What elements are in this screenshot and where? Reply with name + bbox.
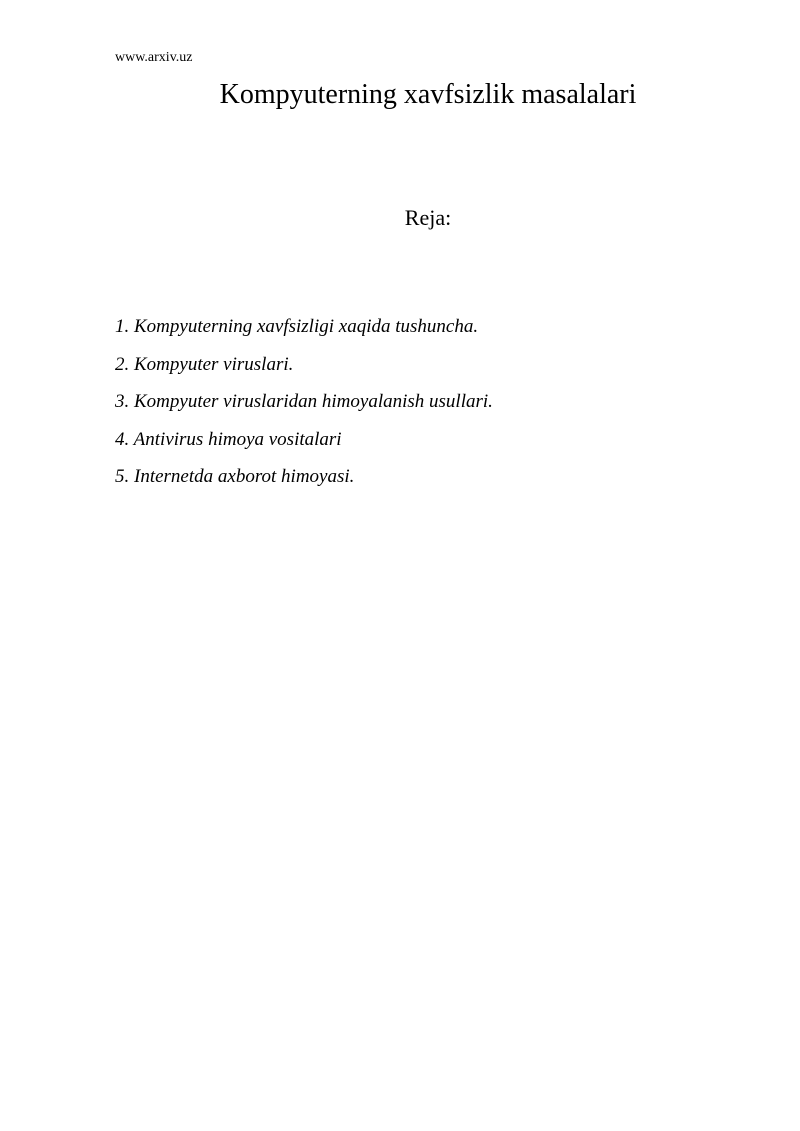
plan-item: 5. Internetda axborot himoyasi. (115, 466, 355, 487)
document-title: Kompyuterning xavfsizlik masalalari (219, 79, 637, 110)
plan-item: 1. Kompyuterning xavfsizligi xaqida tushuncha. (115, 316, 479, 337)
plan-heading: Reja: (404, 205, 452, 230)
plan-list (115, 314, 735, 502)
plan-item: 3. Kompyuter viruslaridan himoyalanish usullari. (115, 391, 493, 412)
plan-item: 4. Antivirus himoya vositalari (115, 428, 342, 450)
header-url: www.arxiv.uz (115, 50, 193, 65)
plan-item: 2. Kompyuter viruslari. (115, 353, 294, 375)
